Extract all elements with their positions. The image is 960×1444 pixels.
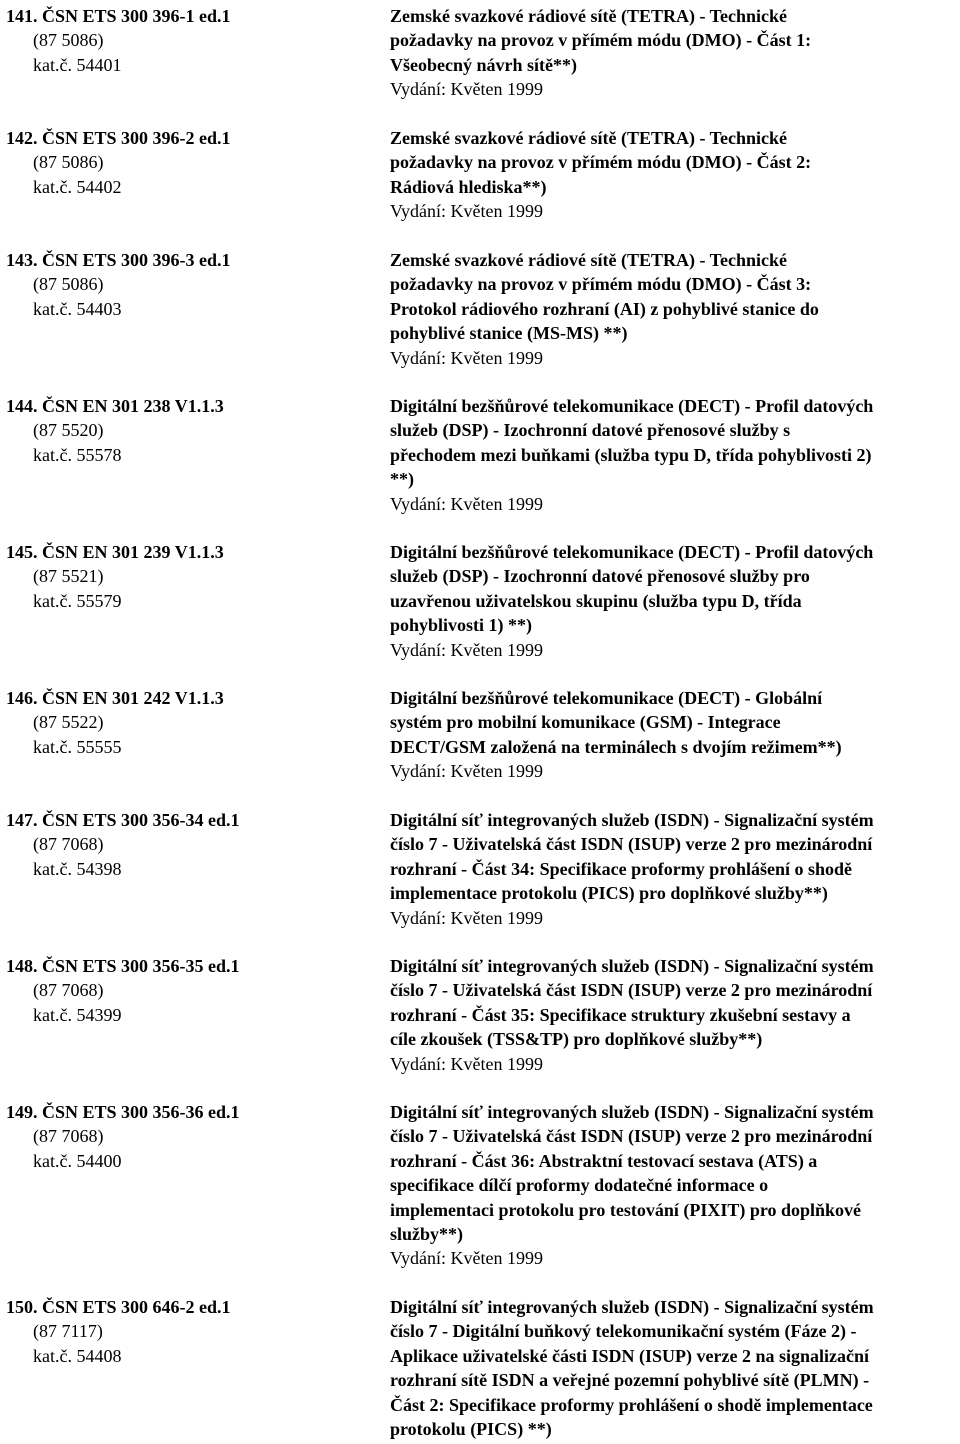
- standard-number: 149. ČSN ETS 300 356-36 ed.1: [6, 1102, 240, 1122]
- classification-code: (87 5521): [33, 566, 104, 587]
- standard-number: 145. ČSN EN 301 239 V1.1.3: [6, 542, 224, 562]
- title-line: požadavky na provoz v přímém módu (DMO) - Část 1:: [390, 30, 812, 51]
- title-line: číslo 7 - Uživatelská část ISDN (ISUP) verze 2 pro mezinárodní: [390, 1126, 873, 1147]
- title-line: protokolu (PICS) **): [390, 1419, 552, 1440]
- entry-identifier: [6, 540, 376, 613]
- catalog-number: kat.č. 54402: [33, 176, 122, 197]
- catalog-number: kat.č. 54399: [33, 1004, 122, 1025]
- title-line: rozhraní - Část 36: Abstraktní testovací sestava (ATS) a: [390, 1150, 818, 1171]
- classification-code: (87 5086): [33, 274, 104, 295]
- standard-number: 142. ČSN ETS 300 396-2 ed.1: [6, 128, 231, 148]
- title-line: číslo 7 - Uživatelská část ISDN (ISUP) verze 2 pro mezinárodní: [390, 980, 873, 1001]
- title-line: Digitální síť integrovaných služeb (ISDN) - Signalizační systém: [390, 956, 874, 976]
- entry-description: [390, 540, 960, 662]
- classification-code: (87 5522): [33, 712, 104, 733]
- title-line: Část 2: Specifikace proformy prohlášení o shodě implementace: [390, 1394, 873, 1415]
- title-line: přechodem mezi buňkami (služba typu D, třída pohyblivosti 2): [390, 444, 872, 465]
- classification-code: (87 7068): [33, 1126, 104, 1147]
- title-line: Digitální síť integrovaných služeb (ISDN) - Signalizační systém: [390, 1297, 874, 1317]
- title-line: **): [390, 469, 414, 490]
- issue-date: Vydání: Květen 1999: [390, 1248, 543, 1269]
- issue-date: Vydání: Květen 1999: [390, 1053, 543, 1074]
- catalog-number: kat.č. 55555: [33, 736, 122, 757]
- standard-number: 146. ČSN EN 301 242 V1.1.3: [6, 688, 224, 708]
- title-line: požadavky na provoz v přímém módu (DMO) - Část 2:: [390, 152, 812, 173]
- title-line: pohyblivosti 1) **): [390, 615, 533, 636]
- standard-number: 143. ČSN ETS 300 396-3 ed.1: [6, 250, 231, 270]
- classification-code: (87 7068): [33, 980, 104, 1001]
- standard-number: 148. ČSN ETS 300 356-35 ed.1: [6, 956, 240, 976]
- title-line: DECT/GSM založená na terminálech s dvojím režimem**): [390, 736, 842, 757]
- title-line: Digitální síť integrovaných služeb (ISDN) - Signalizační systém: [390, 1102, 874, 1122]
- catalog-number: kat.č. 54403: [33, 298, 122, 319]
- catalog-number: kat.č. 54398: [33, 858, 122, 879]
- catalog-number: kat.č. 55579: [33, 590, 122, 611]
- entry-identifier: [6, 394, 376, 467]
- entry-description: [390, 686, 960, 784]
- title-line: Rádiová hlediska**): [390, 176, 547, 197]
- classification-code: (87 5520): [33, 420, 104, 441]
- issue-date: Vydání: Květen 1999: [390, 761, 543, 782]
- issue-date: Vydání: Květen 1999: [390, 907, 543, 928]
- entry-description: [390, 1100, 960, 1271]
- issue-date: Vydání: Květen 1999: [390, 493, 543, 514]
- title-line: služeb (DSP) - Izochronní datové přenosové služby pro: [390, 566, 810, 587]
- title-line: pohyblivé stanice (MS-MS) **): [390, 323, 628, 344]
- title-line: služby**): [390, 1224, 464, 1245]
- title-line: implementace protokolu (PICS) pro doplňkové služby**): [390, 883, 828, 904]
- title-line: Všeobecný návrh sítě**): [390, 54, 577, 75]
- entry-identifier: [6, 126, 376, 199]
- title-line: číslo 7 - Uživatelská část ISDN (ISUP) verze 2 pro mezinárodní: [390, 834, 873, 855]
- entry-identifier: [6, 954, 376, 1027]
- title-line: uzavřenou uživatelskou skupinu (služba typu D, třída: [390, 590, 802, 611]
- entry-description: [390, 808, 960, 930]
- title-line: služeb (DSP) - Izochronní datové přenosové služby s: [390, 420, 791, 441]
- entry-description: [390, 1295, 960, 1441]
- entry-identifier: [6, 1100, 376, 1173]
- title-line: Digitální síť integrovaných služeb (ISDN) - Signalizační systém: [390, 810, 874, 830]
- title-line: specifikace dílčí proformy dodatečné informace o: [390, 1175, 769, 1196]
- title-line: Digitální bezšňůrové telekomunikace (DECT) - Profil datových: [390, 542, 874, 562]
- issue-date: Vydání: Květen 1999: [390, 201, 543, 222]
- title-line: Protokol rádiového rozhraní (AI) z pohyblivé stanice do: [390, 298, 819, 319]
- title-line: rozhraní - Část 34: Specifikace proformy prohlášení o shodě: [390, 858, 852, 879]
- entry-identifier: [6, 248, 376, 321]
- entry-description: [390, 126, 960, 224]
- classification-code: (87 5086): [33, 152, 104, 173]
- title-line: rozhraní sítě ISDN a veřejné pozemní pohyblivé sítě (PLMN) -: [390, 1370, 870, 1391]
- issue-date: Vydání: Květen 1999: [390, 639, 543, 660]
- standard-number: 150. ČSN ETS 300 646-2 ed.1: [6, 1297, 231, 1317]
- title-line: rozhraní - Část 35: Specifikace struktury zkušební sestavy a: [390, 1004, 851, 1025]
- entry-identifier: [6, 1295, 376, 1368]
- title-line: Zemské svazkové rádiové sítě (TETRA) - Technické: [390, 250, 787, 270]
- title-line: Digitální bezšňůrové telekomunikace (DECT) - Profil datových: [390, 396, 874, 416]
- standard-number: 144. ČSN EN 301 238 V1.1.3: [6, 396, 224, 416]
- standard-number: 147. ČSN ETS 300 356-34 ed.1: [6, 810, 240, 830]
- classification-code: (87 7068): [33, 834, 104, 855]
- entry-identifier: [6, 4, 376, 77]
- standard-number: 141. ČSN ETS 300 396-1 ed.1: [6, 6, 231, 26]
- title-line: Zemské svazkové rádiové sítě (TETRA) - Technické: [390, 128, 787, 148]
- catalog-number: kat.č. 55578: [33, 444, 122, 465]
- entry-identifier: [6, 808, 376, 881]
- title-line: systém pro mobilní komunikace (GSM) - Integrace: [390, 712, 781, 733]
- classification-code: (87 7117): [33, 1321, 103, 1342]
- title-line: Aplikace uživatelské části ISDN (ISUP) verze 2 na signalizační: [390, 1345, 869, 1366]
- issue-date: Vydání: Květen 1999: [390, 347, 543, 368]
- title-line: číslo 7 - Digitální buňkový telekomunikační systém (Fáze 2) -: [390, 1321, 857, 1342]
- catalog-number: kat.č. 54400: [33, 1150, 122, 1171]
- entry-description: [390, 954, 960, 1076]
- title-line: Zemské svazkové rádiové sítě (TETRA) - Technické: [390, 6, 787, 26]
- issue-date: Vydání: Květen 1999: [390, 79, 543, 100]
- catalog-number: kat.č. 54401: [33, 54, 122, 75]
- title-line: Digitální bezšňůrové telekomunikace (DECT) - Globální: [390, 688, 823, 708]
- catalog-number: kat.č. 54408: [33, 1345, 122, 1366]
- entry-description: [390, 394, 960, 516]
- title-line: cíle zkoušek (TSS&TP) pro doplňkové služby**): [390, 1029, 763, 1050]
- entry-description: [390, 248, 960, 370]
- entry-identifier: [6, 686, 376, 759]
- title-line: požadavky na provoz v přímém módu (DMO) - Část 3:: [390, 274, 812, 295]
- classification-code: (87 5086): [33, 30, 104, 51]
- entry-description: [390, 4, 960, 102]
- title-line: implementaci protokolu pro testování (PIXIT) pro doplňkové: [390, 1199, 862, 1220]
